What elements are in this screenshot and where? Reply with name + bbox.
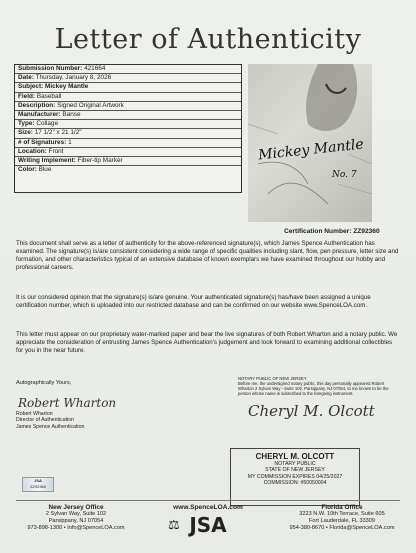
scales-icon: ⚖ — [168, 517, 180, 532]
notary-header: NOTARY PUBLIC OF NEW JERSEY — [238, 376, 307, 381]
detail-row: Location: Front — [15, 148, 241, 157]
detail-row: Manufacturer: Banse — [15, 111, 241, 120]
notary-stamp: CHERYL M. OLCOTT NOTARY PUBLIC STATE OF NEW JERSEY MY COMMISSION EXPIRES 04/25/2027 COMMISSION: #50050004 — [230, 448, 360, 506]
detail-row: Type: Collage — [15, 120, 241, 129]
director-signature: Robert Wharton — [18, 396, 117, 410]
detail-row: # of Signatures: 1 — [15, 139, 241, 148]
detail-row: Description: Signed Original Artwork — [15, 102, 241, 111]
closing-label: Autographically Yours, — [16, 380, 72, 386]
certification-number: Certification Number: ZZ92360 — [284, 228, 380, 235]
photo-signature: Mickey Mantle — [257, 136, 365, 164]
paragraph-opinion: It is our considered opinion that the signature(s) is/are genuine. Your authenticated signature(s) has/have been assigned a unique certification number, which is uploaded into our restricted database and can be confirmed on our website www.SpenceLOA.com. — [16, 294, 371, 309]
hologram-sticker: JSA ZZ92360 — [22, 477, 54, 492]
footer-fl-office: Florida Office 3223 N.W. 10th Terrace, Suite 605 Fort Lauderdale, FL 33309 954-380-8670 • Florida@SpenceLOA.com — [289, 504, 395, 531]
detail-row: Date: Thursday, January 8, 2026 — [15, 74, 241, 83]
footer-nj-office: New Jersey Office 2 Sylvan Way, Suite 102 Parsippany, NJ 07054 973-898-1300 • Info@SpenceLOA.com — [27, 504, 125, 531]
jsa-logo: JSA — [189, 513, 227, 537]
notary-statement: Before me, the undersigned notary public, this day personally appeared Robert Wharton 2 Sylvan Way - Suite 102, Parsippany, NJ 07054, to me known to be the person whose name is subscribed to the foregoing instrument. — [238, 381, 389, 396]
detail-row: Field: Baseball — [15, 93, 241, 102]
notary-signature: Cheryl M. Olcott — [248, 402, 375, 420]
photo-inscription: No. 7 — [332, 170, 357, 180]
detail-row: Subject: Mickey Mantle — [15, 83, 241, 92]
detail-row: Submission Number: 421664 — [15, 65, 241, 74]
paragraph-examination: This document shall serve as a letter of authenticity for the above-referenced signature(s), which James Spence Authentication has examined. The signature(s) is/are consistent considering a wide range of specific qualities including slant, flow, pen pressure, letter size and formation, and other characteristics typical of an extensive database of known exemplars we have examined throughout our hobby and professional careers. — [16, 240, 399, 271]
detail-row: Writing Implement: Fiber-tip Marker — [15, 157, 241, 166]
footer-website: www.SpenceLOA.com — [173, 504, 243, 511]
item-photo — [248, 64, 372, 222]
document-title: Letter of Authenticity — [54, 24, 362, 55]
details-table — [14, 64, 242, 193]
detail-row: Color: Blue — [18, 166, 52, 174]
director-info: Robert Wharton Director of Authentication James Spence Authentication — [16, 411, 85, 430]
notary-section — [238, 376, 398, 424]
paragraph-requirements: This letter must appear on our proprietary water-marked paper and bear the live signatures of both Robert Wharton and a notary public. We appreciate the consideration of entrusting James Spence Authentication's judgement and look forward to examining additional collectibles for you in the near future. — [16, 331, 398, 354]
detail-row: Size: 17 1/2" x 21 1/2" — [15, 129, 241, 138]
footer-divider — [16, 500, 400, 501]
